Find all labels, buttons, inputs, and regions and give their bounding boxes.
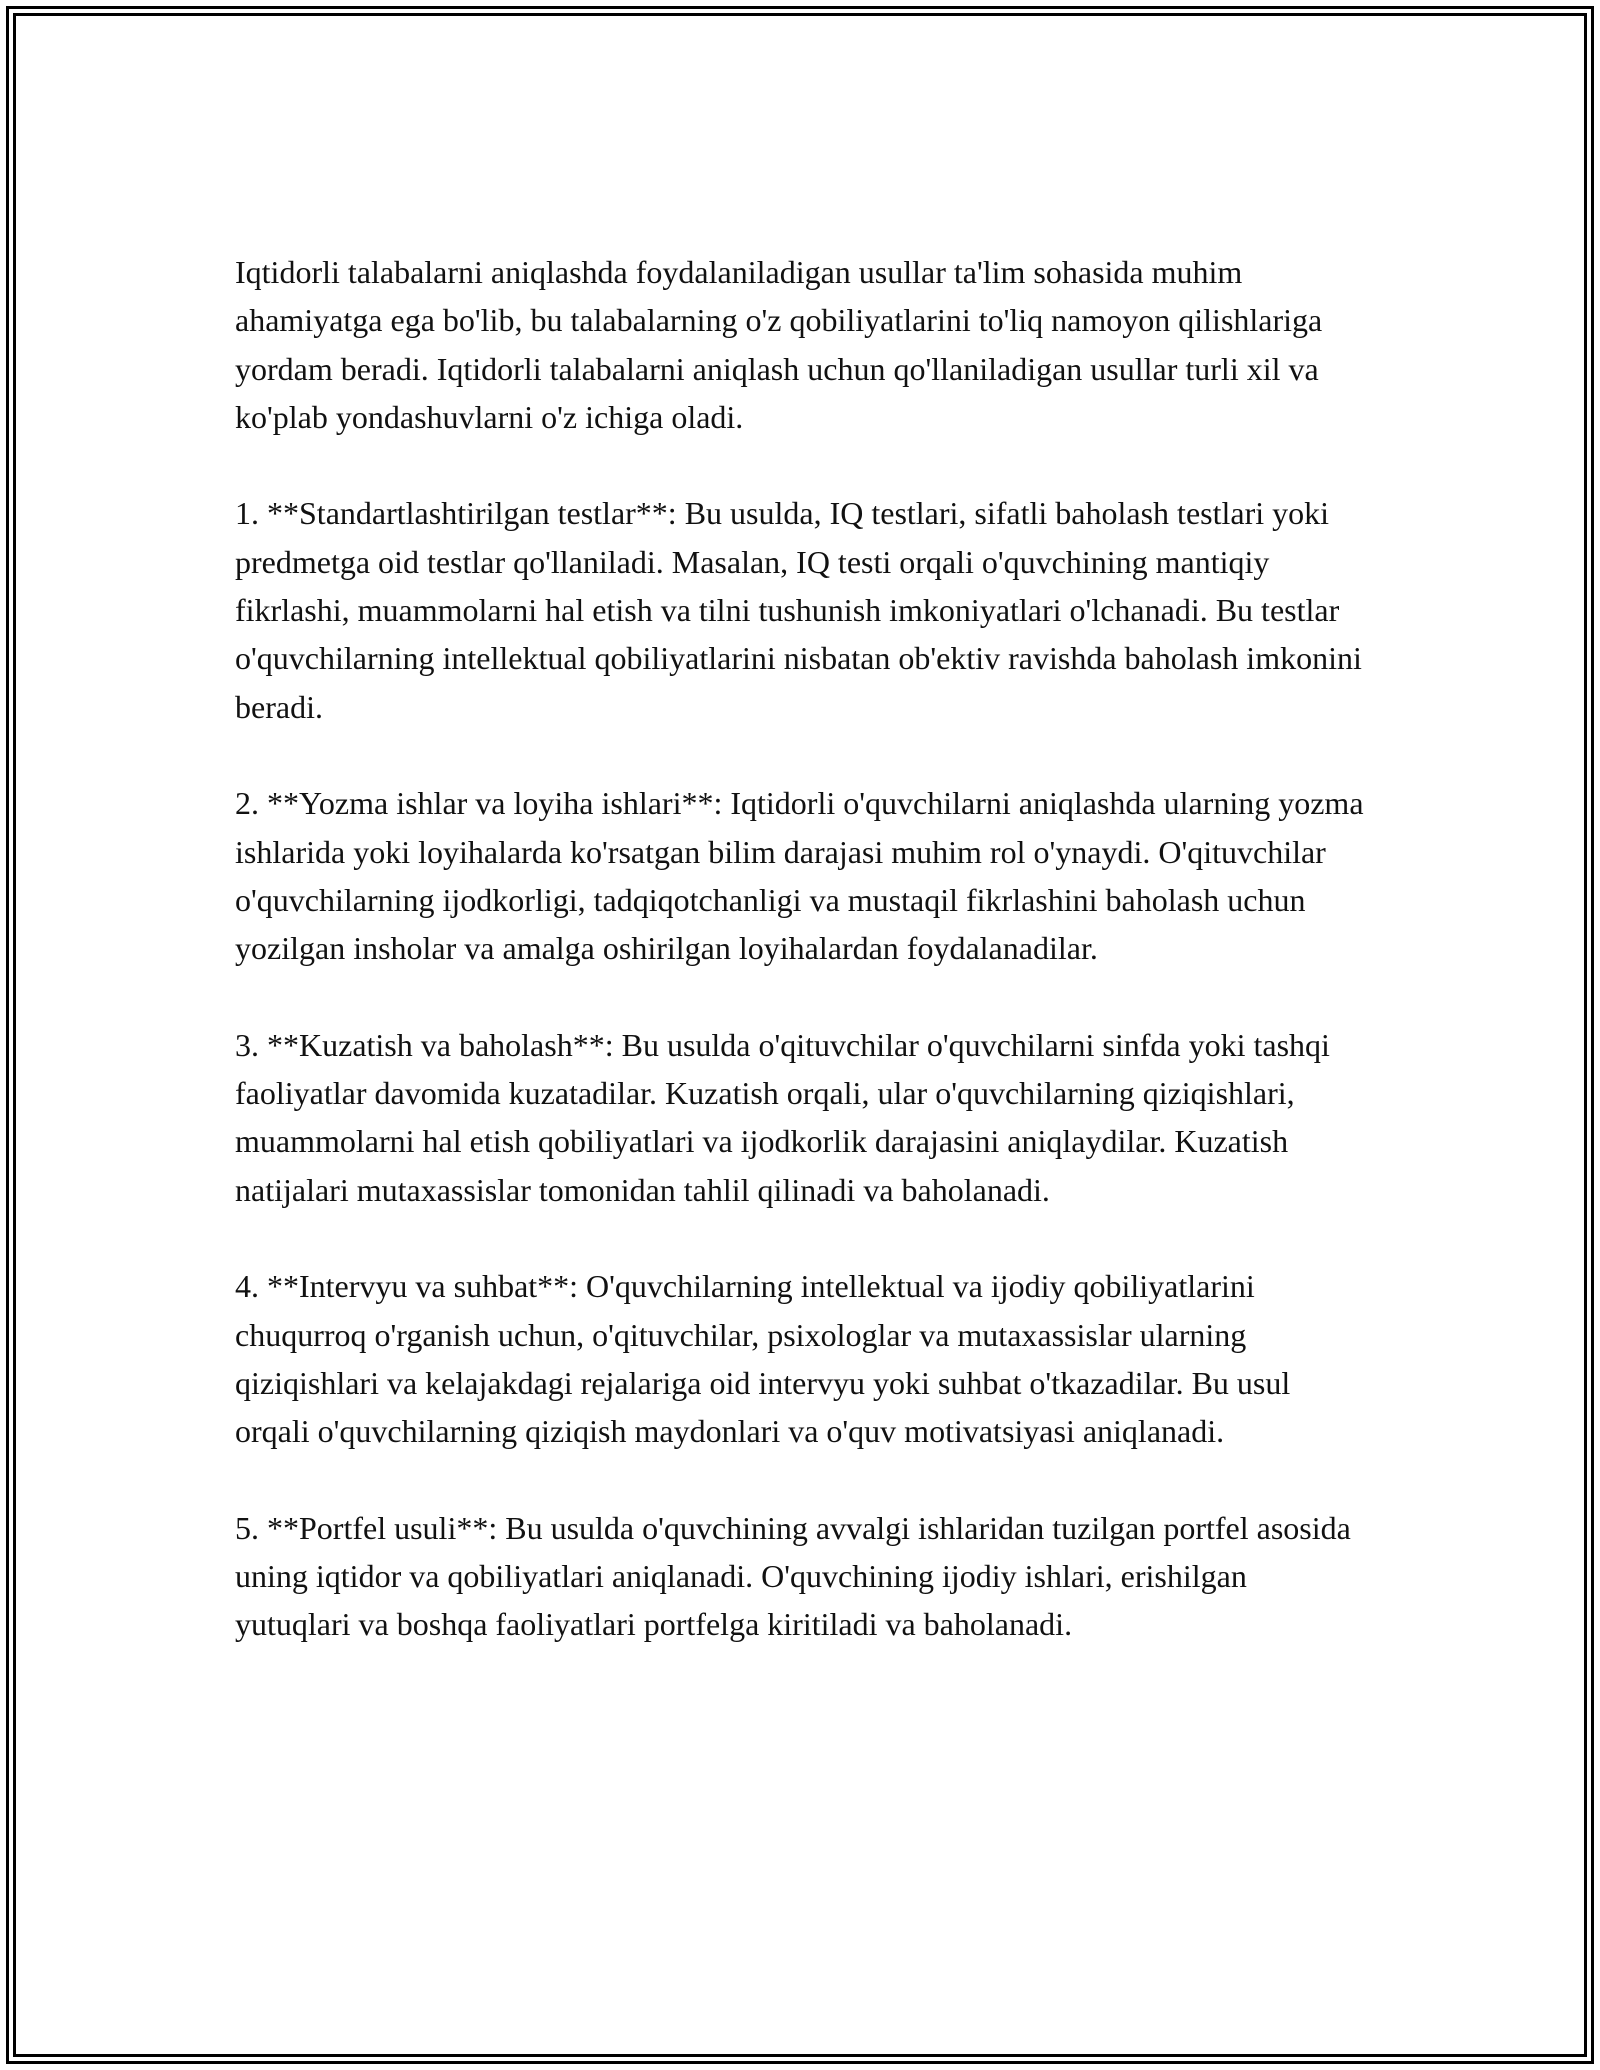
- method-1-standardized-tests: 1. **Standartlashtirilgan testlar**: Bu usulda, IQ testlari, sifatli baholash testlari yoki predmetga oid testlar qo'llaniladi. Masalan, IQ testi orqali o'quvchining mantiqiy fikrlashi, muammolarni hal etish va tilni tushunish imkoniyatlari o'lchanadi. Bu testlar o'quvchilarning intellektual qobiliyatlarini nisbatan ob'ektiv ravishda baholash imkonini beradi.: [235, 495, 1362, 725]
- method-2-written-and-project-work: 2. **Yozma ishlar va loyiha ishlari**: Iqtidorli o'quvchilarni aniqlashda ularning yozma ishlarida yoki loyihalarda ko'rsatgan bilim darajasi muhim rol o'ynaydi. O'qituvchilar o'quvchilarning ijodkorligi, tadqiqotchanligi va mustaqil fikrlashini baholash uchun yozilgan insholar va amalga oshirilgan loyihalardan foydalanadilar.: [235, 785, 1364, 967]
- document-body: [235, 248, 1365, 1649]
- method-3-observation-and-assessment: 3. **Kuzatish va baholash**: Bu usulda o'qituvchilar o'quvchilarni sinfda yoki tashqi faoliyatlar davomida kuzatadilar. Kuzatish orqali, ular o'quvchilarning qiziqishlari, muammolarni hal etish qobiliyatlari va ijodkorlik darajasini aniqlaydilar. Kuzatish natijalari mutaxassislar tomonidan tahlil qilinadi va baholanadi.: [235, 1026, 1330, 1208]
- intro-paragraph: Iqtidorli talabalarni aniqlashda foydalaniladigan usullar ta'lim sohasida muhim ahamiyatga ega bo'lib, bu talabalarning o'z qobiliyatlarini to'liq namoyon qilishlariga yordam beradi. Iqtidorli talabalarni aniqlash uchun qo'llaniladigan usullar turli xil va ko'plab yondashuvlarni o'z ichiga oladi.: [235, 254, 1323, 435]
- method-5-portfolio: 5. **Portfel usuli**: Bu usulda o'quvchining avvalgi ishlaridan tuzilgan portfel asosida uning iqtidor va qobiliyatlari aniqlanadi. O'quvchining ijodiy ishlari, erishilgan yutuqlari va boshqa faoliyatlari portfelga kiritiladi va baholanadi.: [235, 1509, 1351, 1643]
- method-4-interview-and-conversation: 4. **Intervyu va suhbat**: O'quvchilarning intellektual va ijodiy qobiliyatlarini chuqurroq o'rganish uchun, o'qituvchilar, psixologlar va mutaxassislar ularning qiziqishlari va kelajakdagi rejalariga oid intervyu yoki suhbat o'tkazadilar. Bu usul orqali o'quvchilarning qiziqish maydonlari va o'quv motivatsiyasi aniqlanadi.: [235, 1268, 1291, 1450]
